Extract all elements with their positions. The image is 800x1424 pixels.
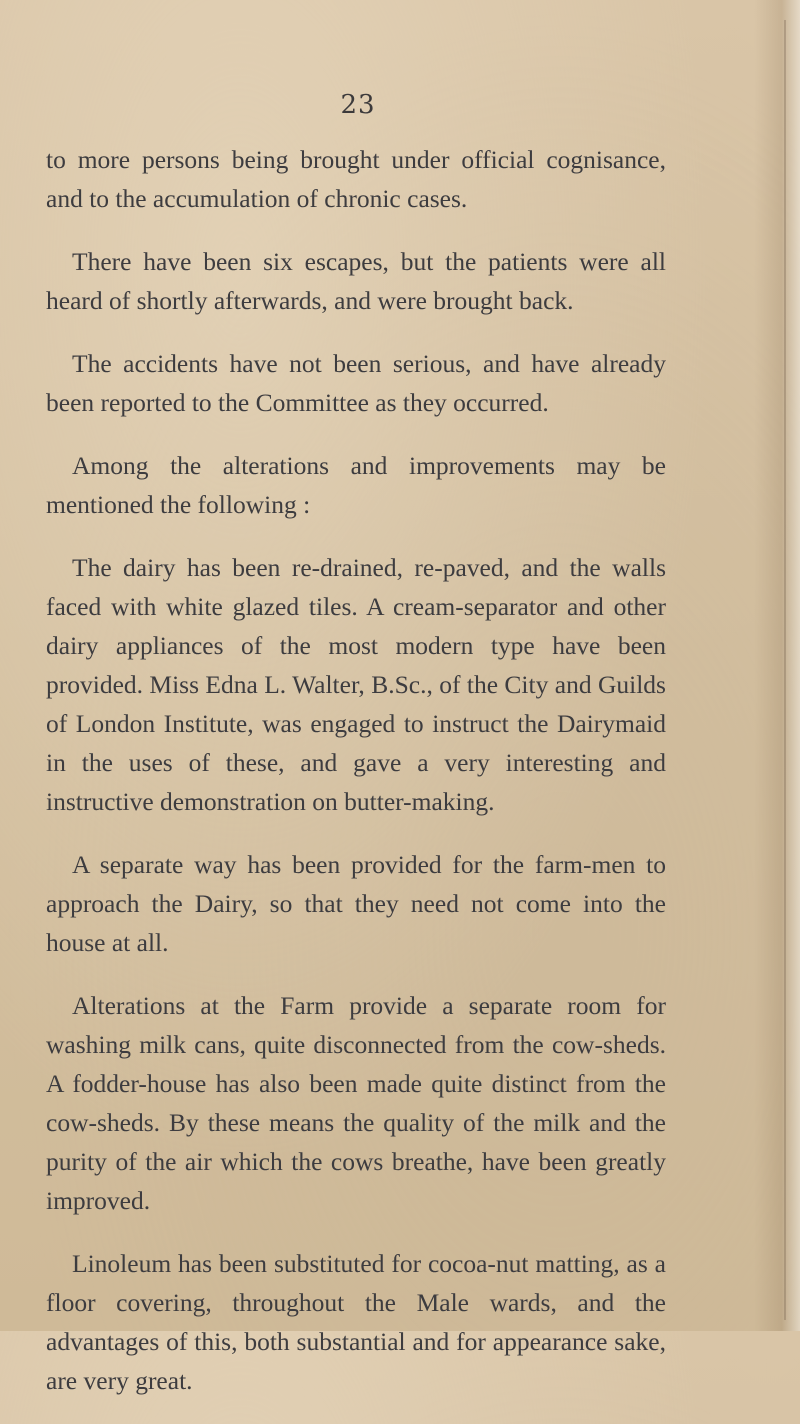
paragraph-dairy: The dairy has been re-drained, re-paved, and the walls faced with white glazed tiles. A cream-separator and other dairy appliances of the most modern type have been provided. Miss Edna L. Walter, B.Sc., of the City and Guilds of London Institute, was engaged to instruct the Dairymaid in the uses of these, and gave a very interesting and instructive demonstration on butter-making. bbox=[46, 553, 666, 816]
paragraph-farm-alterations: Alterations at the Farm provide a separate room for washing milk cans, quite disconnected from the cow-sheds. A fodder-house has also been made quite distinct from the cow-sheds. By these means the quality of the milk and the purity of the air which the cows breathe, have been greatly improved. bbox=[46, 991, 666, 1215]
paragraph-continuation: to more persons being brought under official cognisance, and to the accumulation of chronic cases. bbox=[46, 145, 666, 213]
paragraph-escapes: There have been six escapes, but the patients were all heard of shortly afterwards, and were brought back. bbox=[46, 247, 666, 315]
paragraph-farm-men: A separate way has been provided for the farm-men to approach the Dairy, so that they need not come into the house at all. bbox=[46, 850, 666, 957]
body-text bbox=[46, 140, 666, 1424]
page-edge-shadow bbox=[754, 0, 800, 1331]
paragraph-linoleum: Linoleum has been substituted for cocoa-nut matting, as a floor covering, throughout the Male wards, and the advantages of this, both substantial and for appearance sake, are very great. bbox=[46, 1249, 666, 1395]
paragraph-accidents: The accidents have not been serious, and have already been reported to the Committee as they occurred. bbox=[46, 349, 666, 417]
page-edge-line bbox=[784, 20, 786, 1320]
page-number: 23 bbox=[340, 90, 376, 120]
paragraph-alterations-intro: Among the alterations and improvements may be mentioned the following : bbox=[46, 451, 666, 519]
